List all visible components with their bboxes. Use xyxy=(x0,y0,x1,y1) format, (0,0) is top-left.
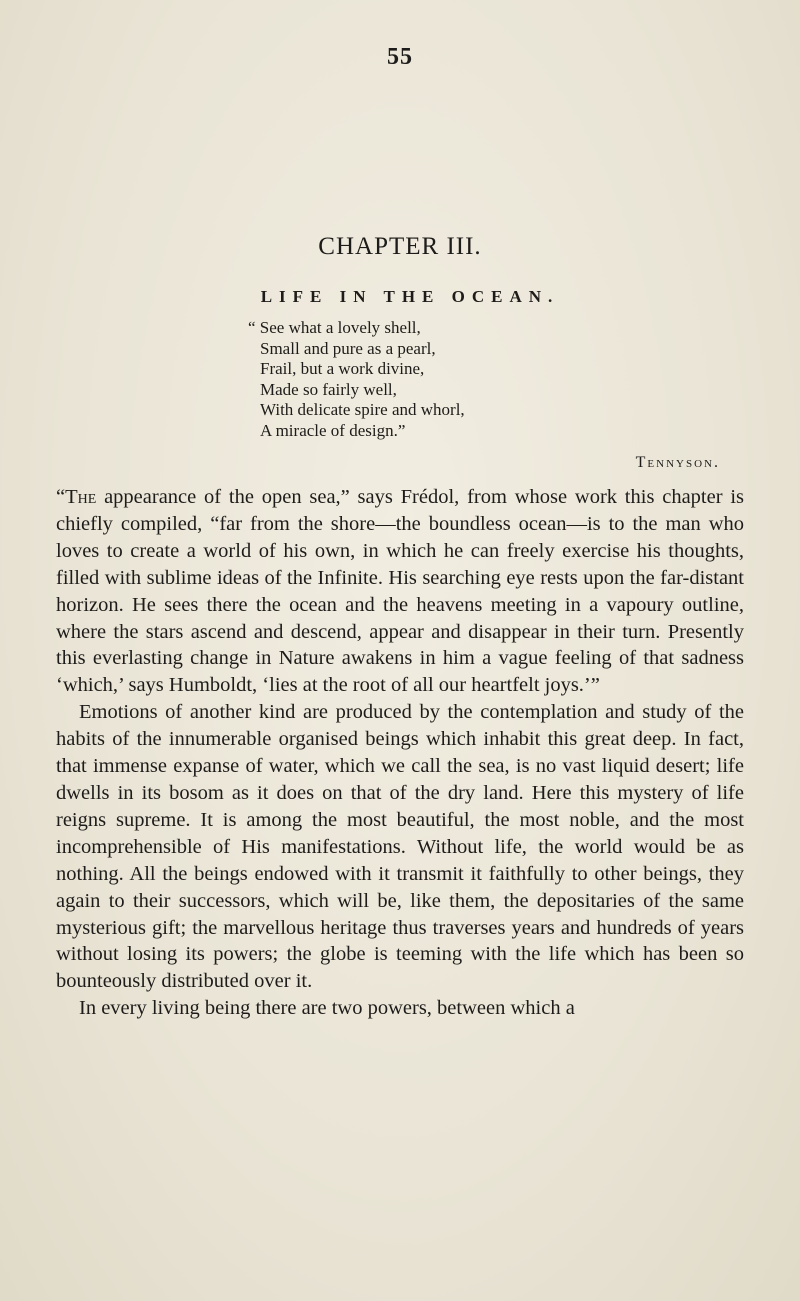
epigraph-line: With delicate spire and whorl, xyxy=(260,400,465,419)
epigraph-line: A miracle of design.” xyxy=(260,420,406,440)
epigraph-line: Small and pure as a pearl, xyxy=(260,338,436,358)
body-text xyxy=(56,484,744,1022)
chapter-subtitle: LIFE IN THE OCEAN. xyxy=(260,287,560,306)
epigraph-line: Frail, but a work divine, xyxy=(260,359,425,378)
epigraph xyxy=(248,318,720,441)
paragraph-3: In every living being there are two powers, between which a xyxy=(79,997,575,1020)
epigraph-author: Tennyson. xyxy=(635,454,720,471)
paragraph-1 xyxy=(56,484,744,699)
paragraph-2: Emotions of another kind are produced by the contemplation and study of the habits of the innumerable organised beings which inhabit this great deep. In fact, that immense expanse of water, which we call the sea, is no vast liquid desert; life dwells in its bosom as it does on that of the dry land. Here this mystery of life reigns supreme. It is among the most beautiful, the most noble, and the most incomprehensible of His manifestations. Without life, the world would be as nothing. All the beings endowed with it transmit it faithfully to other beings, they again to their successors, which will be, like them, the depositaries of the same mysterious gift; the marvellous heritage thus traverses years and hundreds of years without losing its powers; the globe is teeming with the life which has been so bounteously distributed over it. xyxy=(56,701,744,993)
epigraph-line: Made so fairly well, xyxy=(260,379,397,399)
paragraph-lead: “The xyxy=(56,486,97,508)
epigraph-line: “ See what a lovely shell, xyxy=(248,318,421,337)
paragraph-text: appearance of the open sea,” says Frédol, from whose work this chapter is chiefly compiled, “far from the shore—the boundless ocean—is to the man who loves to create a world of his own, in which he can freely exercise his thoughts, filled with sublime ideas of the Infinite. His searching eye rests upon the far-distant horizon. He sees there the ocean and the heavens meeting in a vapoury outline, where the stars ascend and descend, appear and disappear in their turn. Presently this everlasting change in Nature awakens in him a vague feeling of that sadness ‘which,’ says Humboldt, ‘lies at the root of all our heartfelt joys.’” xyxy=(56,486,744,697)
chapter-title: CHAPTER III. xyxy=(318,233,482,260)
page-number: 55 xyxy=(387,44,413,70)
